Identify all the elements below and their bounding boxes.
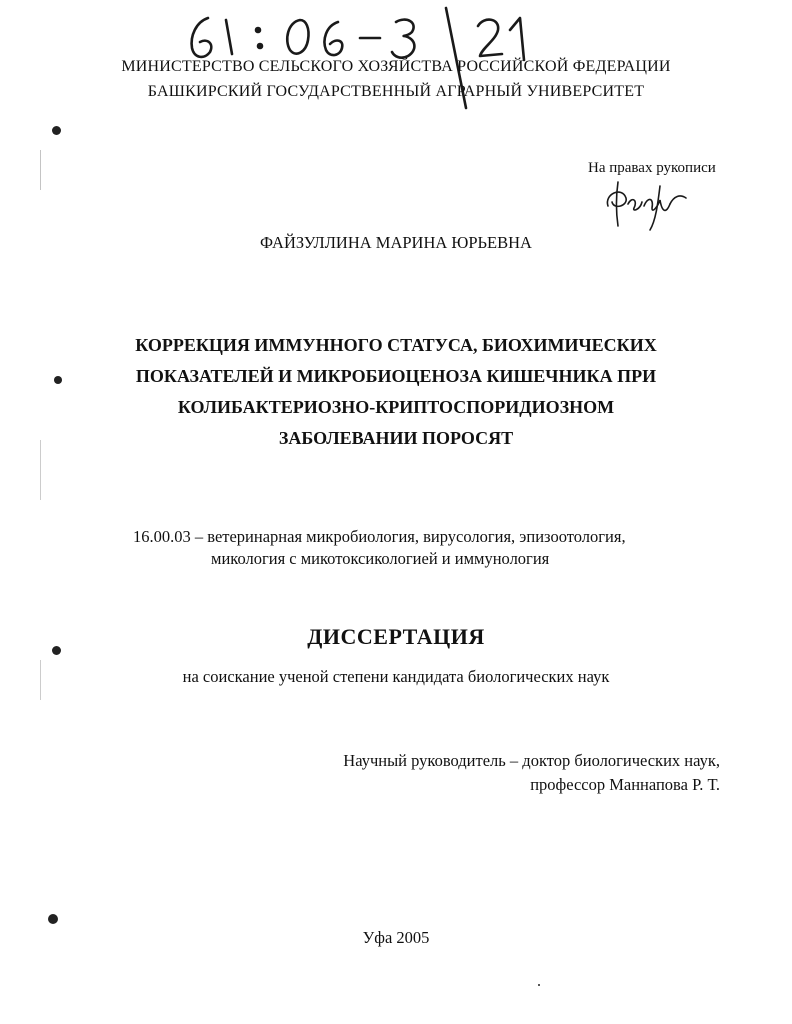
scan-margin-mark [40,150,41,190]
specialty-line-1: 16.00.03 – ветеринарная микробиология, вирусология, эпизоотология, [133,527,626,546]
supervisor-line-1: Научный руководитель – доктор биологических наук, [343,751,720,770]
ministry-name: МИНИСТЕРСТВО СЕЛЬСКОГО ХОЗЯЙСТВА РОССИЙСКОЙ ФЕДЕРАЦИИ [121,58,671,75]
scan-speck [52,646,61,655]
city-year: Уфа 2005 [362,928,430,947]
scan-margin-mark [40,440,41,500]
scan-speck [52,126,61,135]
specialty [133,526,626,570]
degree-line: на соискание ученой степени кандидата биологических наук [182,667,610,686]
title-line: КОРРЕКЦИЯ ИММУННОГО СТАТУСА, БИОХИМИЧЕСКИХ [135,335,657,355]
university-name: БАШКИРСКИЙ ГОСУДАРСТВЕННЫЙ АГРАРНЫЙ УНИВЕРСИТЕТ [147,83,645,100]
scientific-supervisor [343,749,720,797]
scan-speck [54,376,62,384]
signature [600,176,692,232]
document-type: ДИССЕРТАЦИЯ [307,624,485,649]
title-line: КОЛИБАКТЕРИОЗНО-КРИПТОСПОРИДИОЗНОМ [177,397,615,417]
title-line: ПОКАЗАТЕЛЕЙ И МИКРОБИОЦЕНОЗА КИШЕЧНИКА ПРИ [135,366,657,386]
dissertation-title [0,330,792,454]
scan-speck [538,984,540,986]
author-name: ФАЙЗУЛЛИНА МАРИНА ЮРЬЕВНА [260,233,532,252]
scan-speck [48,914,58,924]
scan-margin-mark [40,660,41,700]
supervisor-line-2: профессор Маннапова Р. Т. [530,775,720,794]
manuscript-rights-note: На правах рукописи [588,160,716,176]
title-line: ЗАБОЛЕВАНИИ ПОРОСЯТ [278,428,514,448]
specialty-line-2: микология с микотоксикологией и иммунология [211,549,550,568]
